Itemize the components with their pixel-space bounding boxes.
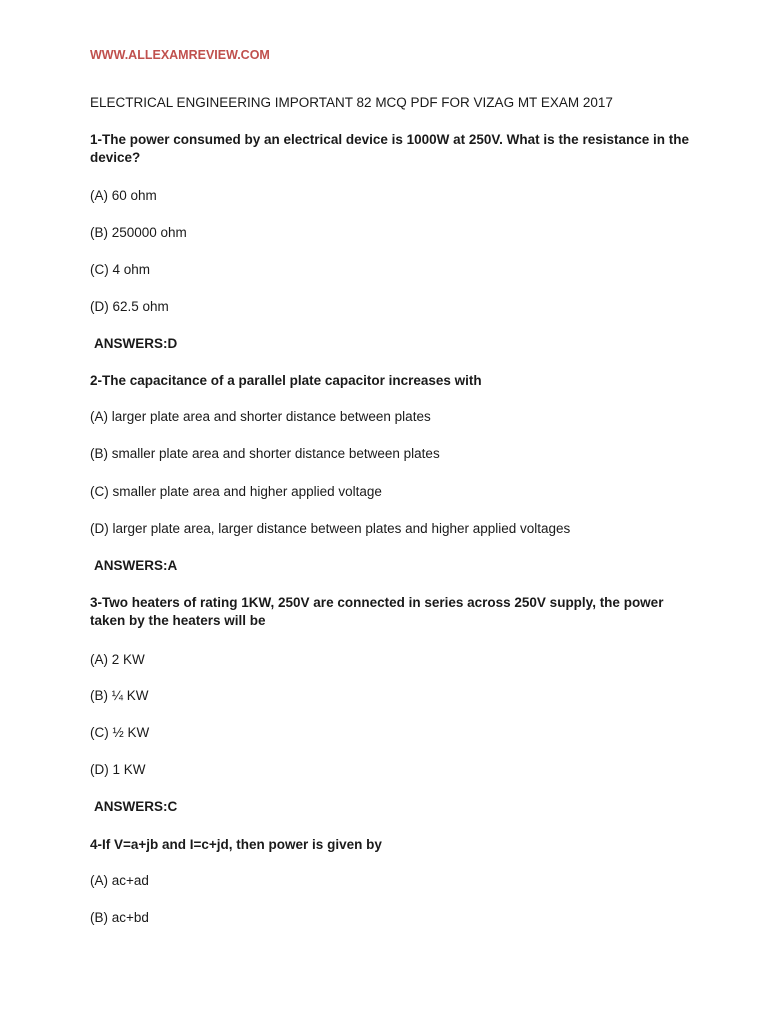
site-url-link[interactable]: WWW.ALLEXAMREVIEW.COM [90,48,270,62]
question-1-option-b: (B) 250000 ohm [90,225,187,240]
question-2-answer: ANSWERS:A [94,558,178,573]
question-1-answer: ANSWERS:D [94,336,178,351]
question-4-option-a: (A) ac+ad [90,873,149,888]
question-3-option-d: (D) 1 KW [90,762,146,777]
question-2-option-c: (C) smaller plate area and higher applied voltage [90,484,382,499]
question-4-text: 4-If V=a+jb and I=c+jd, then power is given by [90,837,382,852]
question-3-answer: ANSWERS:C [94,799,178,814]
question-2-option-b: (B) smaller plate area and shorter distance between plates [90,446,440,461]
question-1-option-a: (A) 60 ohm [90,188,157,203]
question-4-option-b: (B) ac+bd [90,910,149,925]
question-1-text: 1-The power consumed by an electrical device is 1000W at 250V. What is the resistance in the device? [90,132,689,165]
question-2-option-d: (D) larger plate area, larger distance between plates and higher applied voltages [90,521,571,536]
question-3-option-a: (A) 2 KW [90,652,145,667]
question-1-option-c: (C) 4 ohm [90,262,151,277]
question-1-option-d: (D) 62.5 ohm [90,299,169,314]
question-3-option-b: (B) ¼ KW [90,688,149,703]
question-3-option-c: (C) ½ KW [90,725,150,740]
question-3-text: 3-Two heaters of rating 1KW, 250V are connected in series across 250V supply, the power taken by the heaters will be [90,595,664,628]
question-2-text: 2-The capacitance of a parallel plate capacitor increases with [90,373,482,388]
question-2-option-a: (A) larger plate area and shorter distance between plates [90,409,431,424]
document-title: ELECTRICAL ENGINEERING IMPORTANT 82 MCQ PDF FOR VIZAG MT EXAM 2017 [90,95,613,110]
